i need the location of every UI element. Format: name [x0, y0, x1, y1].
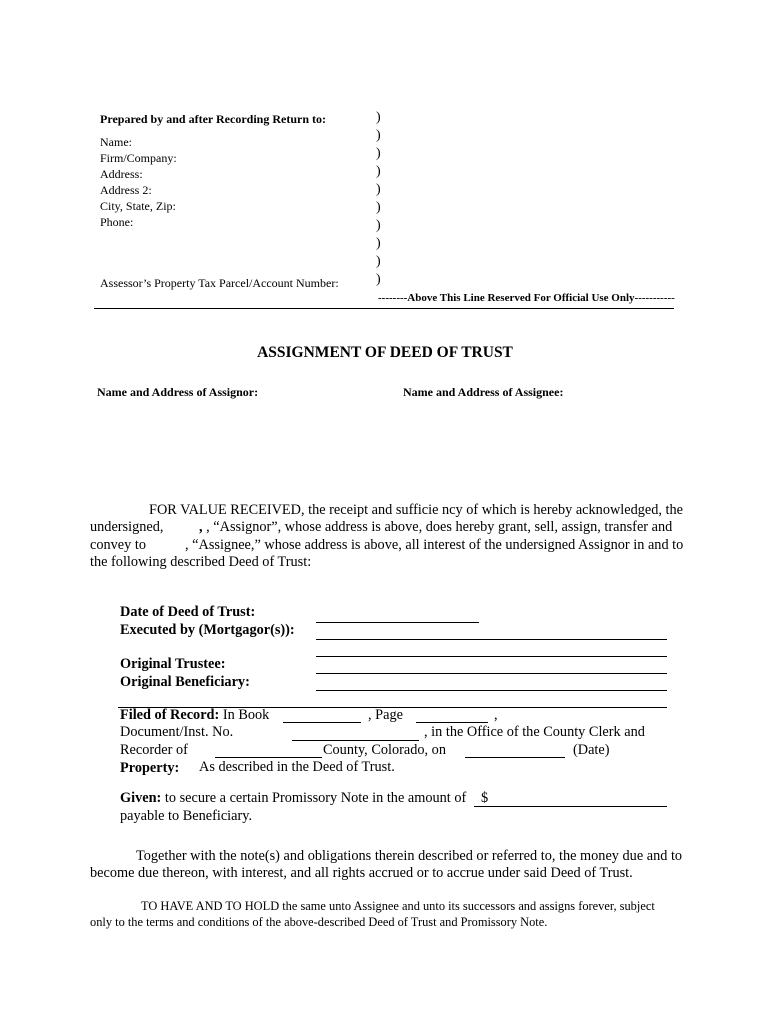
property-label: Property:: [120, 760, 180, 776]
address-field-label: Address:: [100, 167, 143, 181]
reserved-line-notice: --------Above This Line Reserved For Official Use Only-----------: [378, 292, 675, 304]
intro-line-3-end: , “Assignee,” whose address is above, all interest of the undersigned Assignor in and to: [185, 537, 684, 553]
assignor-clause: , “Assignor”, whose address is above, does hereby grant, sell, assign, transfer and: [206, 519, 673, 535]
page-blank[interactable]: [416, 722, 488, 723]
filed-of-record-line: [120, 707, 269, 724]
header-divider: [94, 308, 674, 309]
given-label: Given:: [120, 790, 162, 806]
county-colorado-text: County, Colorado, on: [323, 742, 446, 758]
paren: ): [376, 236, 381, 251]
original-trustee-label: Original Trustee:: [120, 656, 226, 672]
original-beneficiary-label: Original Beneficiary:: [120, 674, 250, 690]
together-line-1: Together with the note(s) and obligations therein described or referred to, the money due and to: [136, 848, 683, 864]
paren: ): [376, 200, 381, 215]
intro-line-2-start: undersigned,: [90, 519, 164, 535]
paren: ): [376, 110, 381, 125]
address2-field-label: Address 2:: [100, 183, 152, 197]
prepared-by-label: Prepared by and after Recording Return to:: [100, 112, 326, 126]
paren: ): [376, 272, 381, 287]
property-text: As described in the Deed of Trust.: [199, 759, 395, 775]
recorder-of-label: Recorder of: [120, 742, 188, 758]
intro-line-2-end: , , “Assignor”, whose address is above, does hereby grant, sell, assign, transfer and: [199, 519, 673, 535]
date-of-deed-label: Date of Deed of Trust:: [120, 604, 256, 620]
paren: ): [376, 182, 381, 197]
in-book-label: In Book: [222, 707, 270, 723]
page-label: , Page: [368, 707, 403, 723]
office-of-clerk-text: , in the Office of the County Clerk and: [424, 724, 645, 740]
habendum-line-1: TO HAVE AND TO HOLD the same unto Assignee and unto its successors and assigns forever, subject: [141, 899, 655, 913]
city-state-zip-field-label: City, State, Zip:: [100, 199, 176, 213]
date-of-deed-blank[interactable]: [316, 622, 479, 623]
intro-line-4: the following described Deed of Trust:: [90, 554, 312, 570]
paren: ): [376, 164, 381, 179]
filed-of-record-label: Filed of Record:: [120, 707, 220, 723]
phone-field-label: Phone:: [100, 215, 134, 229]
firm-field-label: Firm/Company:: [100, 151, 177, 165]
recorded-date-blank[interactable]: [465, 757, 565, 758]
given-text: to secure a certain Promissory Note in the amount of: [164, 790, 467, 806]
book-blank[interactable]: [283, 722, 361, 723]
page-comma: ,: [494, 707, 498, 723]
paren: ): [376, 254, 381, 269]
executed-by-blank-2[interactable]: [316, 656, 667, 657]
name-field-label: Name:: [100, 135, 132, 149]
habendum-line-2: only to the terms and conditions of the above-described Deed of Trust and Promissory Note.: [90, 915, 548, 929]
document-inst-label: Document/Inst. No.: [120, 724, 234, 740]
assignee-label: Name and Address of Assignee:: [403, 385, 564, 399]
intro-line-3-start: convey to: [90, 537, 146, 553]
amount-blank[interactable]: [474, 806, 667, 807]
paren: ): [376, 128, 381, 143]
document-title: ASSIGNMENT OF DEED OF TRUST: [257, 344, 513, 361]
paren: ): [376, 146, 381, 161]
executed-by-label: Executed by (Mortgagor(s)):: [120, 622, 295, 638]
original-beneficiary-blank[interactable]: [316, 690, 667, 691]
date-label: (Date): [573, 742, 610, 758]
dollar-sign: $: [481, 790, 489, 806]
given-line: [120, 790, 466, 807]
original-trustee-blank[interactable]: [316, 673, 667, 674]
paren: ): [376, 218, 381, 233]
intro-line-1: FOR VALUE RECEIVED, the receipt and sufficie ncy of which is hereby acknowledged, the: [149, 502, 684, 518]
assessor-parcel-label: Assessor’s Property Tax Parcel/Account Number:: [100, 276, 339, 290]
payable-text: payable to Beneficiary.: [120, 808, 253, 824]
county-blank[interactable]: [215, 757, 322, 758]
executed-by-blank[interactable]: [316, 639, 667, 640]
document-inst-blank[interactable]: [292, 740, 419, 741]
assignor-label: Name and Address of Assignor:: [97, 385, 259, 399]
together-line-2: become due thereon, with interest, and all rights accrued or to accrue under said Deed of Trust.: [90, 865, 633, 881]
